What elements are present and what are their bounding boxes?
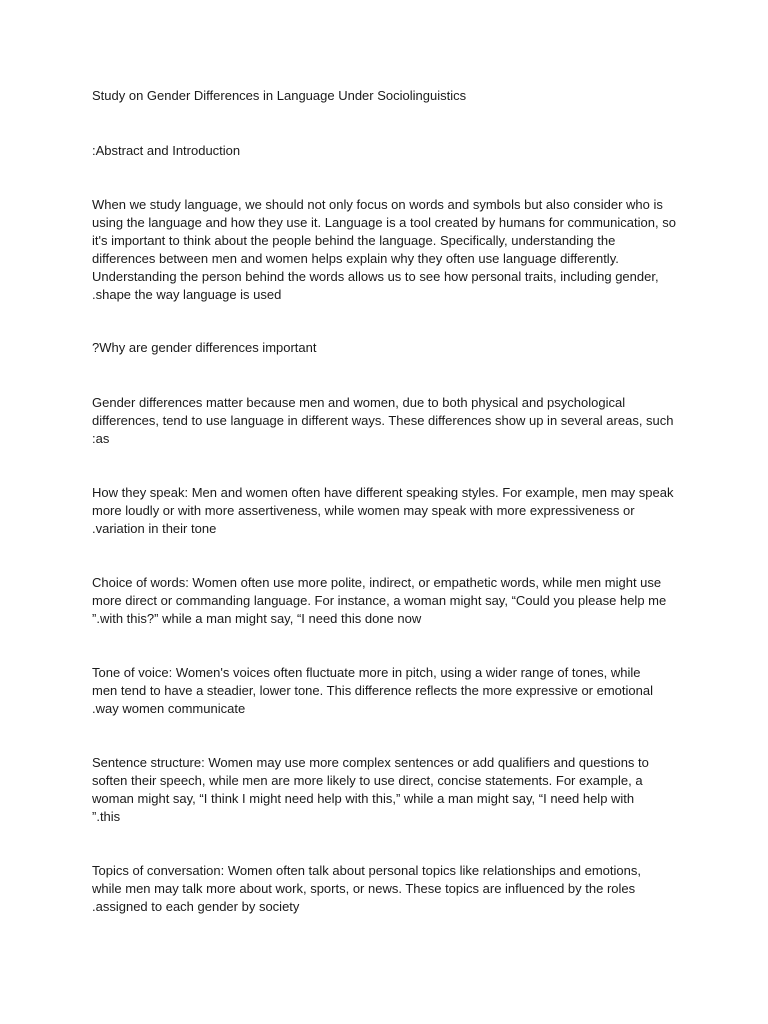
how-line: more loudly or with more assertiveness, while women may speak with more expressiveness or [92,503,635,518]
tone-line: men tend to have a steadier, lower tone. This difference reflects the more expressive or emotional [92,683,653,698]
words-line: Choice of words: Women often use more polite, indirect, or empathetic words, while men might use [92,575,662,590]
topics-line: .assigned to each gender by society [92,899,300,914]
topics-line: Topics of conversation: Women often talk about personal topics like relationships and emotions, [92,863,641,878]
document-title [92,87,684,105]
title-line: Study on Gender Differences in Language Under Sociolinguistics [92,88,467,103]
topics-of-conversation-paragraph [92,862,684,916]
sentence-line: soften their speech, while men are more likely to use direct, concise statements. For example, a [92,773,643,788]
abstract-heading-line: :Abstract and Introduction [92,143,241,158]
why-line: :as [92,431,110,446]
why-heading-line: ?Why are gender differences important [92,340,317,355]
words-line: ”.with this?” while a man might say, “I need this done now [92,611,422,626]
intro-line: differences between men and women helps explain why they often use language differently. [92,251,619,266]
how-line: How they speak: Men and women often have different speaking styles. For example, men may speak [92,485,674,500]
abstract-heading [92,142,684,160]
intro-paragraph [92,196,684,304]
words-line: more direct or commanding language. For instance, a woman might say, “Could you please help me [92,593,667,608]
intro-line: using the language and how they use it. Language is a tool created by humans for communication, so [92,215,676,230]
tone-line: Tone of voice: Women's voices often fluctuate more in pitch, using a wider range of tones, while [92,665,641,680]
sentence-structure-paragraph [92,754,684,826]
sentence-line: woman might say, “I think I might need help with this,” while a man might say, “I need help with [92,791,635,806]
intro-line: Understanding the person behind the words allows us to see how personal traits, including gender, [92,269,659,284]
choice-of-words-paragraph [92,574,684,628]
tone-line: .way women communicate [92,701,246,716]
intro-line: .shape the way language is used [92,287,282,302]
how-they-speak-paragraph [92,484,684,538]
why-paragraph [92,394,684,448]
how-line: .variation in their tone [92,521,217,536]
topics-line: while men may talk more about work, sports, or news. These topics are influenced by the roles [92,881,636,896]
tone-of-voice-paragraph [92,664,684,718]
why-heading [92,339,684,357]
intro-line: When we study language, we should not only focus on words and symbols but also consider who is [92,197,663,212]
sentence-line: Sentence structure: Women may use more complex sentences or add qualifiers and questions to [92,755,649,770]
intro-line: it's important to think about the people behind the language. Specifically, understanding the [92,233,616,248]
sentence-line: ”.this [92,809,121,824]
why-line: Gender differences matter because men and women, due to both physical and psychological [92,395,626,410]
why-line: differences, tend to use language in different ways. These differences show up in several areas, such [92,413,674,428]
